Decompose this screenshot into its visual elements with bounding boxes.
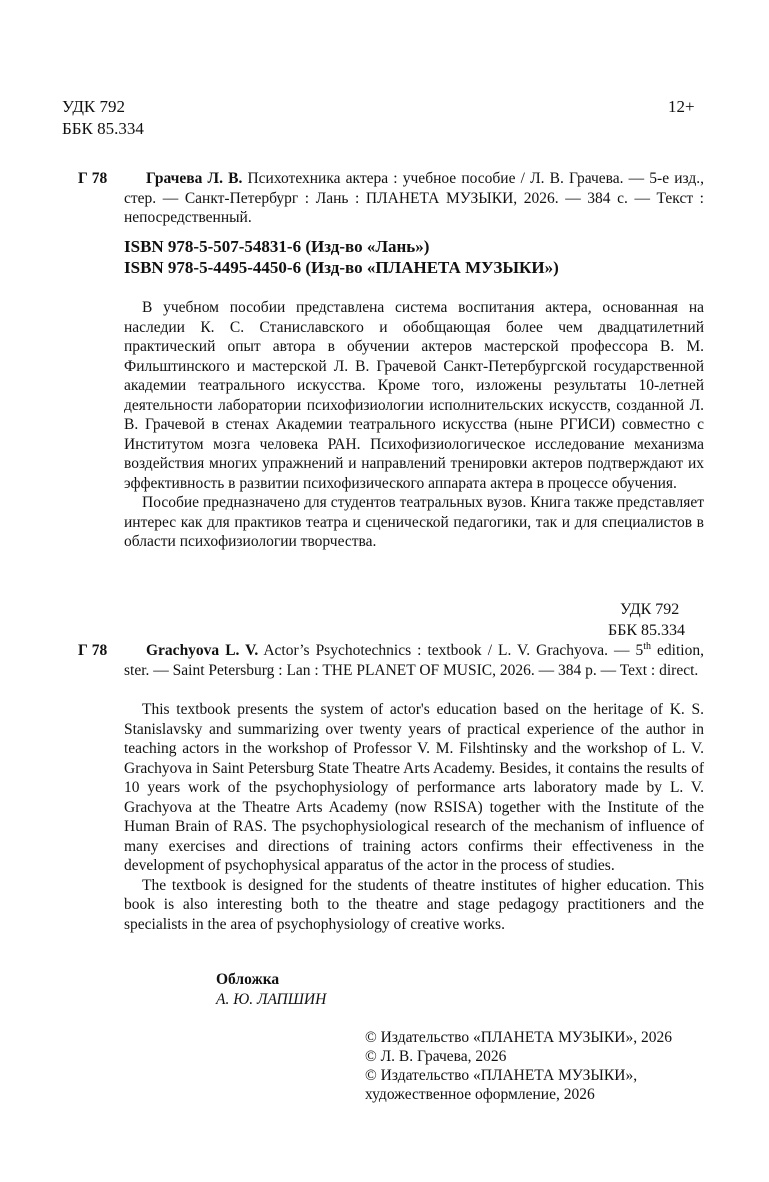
- record-description-en-b: edition, ster. — Saint Petersburg : Lan : THE PLANET OF MUSIC, 2026. — 384 p. — Text : direct.: [124, 642, 704, 679]
- abstract-en: [124, 700, 704, 934]
- bibliographic-record-en: [124, 641, 704, 680]
- record-description-en-a: Actor’s Psychotechnics : textbook / L. V. Grachyova. — 5: [263, 642, 644, 659]
- copyright-line-1: © Издательство «ПЛАНЕТА МУЗЫКИ», 2026: [365, 1029, 672, 1046]
- copyright-line-4: художественное оформление, 2026: [365, 1086, 595, 1103]
- abstract-ru-paragraph-2: Пособие предназначено для студентов театральных вузов. Книга также представляет интерес как для практиков театра и сценической педагогики, так и для специалистов в области психофизиологии творчества.: [124, 494, 704, 550]
- author-mark-en: Г 78: [78, 642, 108, 659]
- cover-label: Обложка: [216, 971, 280, 988]
- author-mark: Г 78: [78, 170, 108, 187]
- copyright-line-2: © Л. В. Грачева, 2026: [365, 1048, 507, 1065]
- isbn-lan: ISBN 978-5-507-54831-6 (Изд-во «Лань»): [124, 237, 430, 256]
- edition-superscript: th: [643, 640, 652, 652]
- cover-artist: А. Ю. ЛАПШИН: [216, 991, 327, 1008]
- udk-code-en: УДК 792: [620, 601, 680, 618]
- age-rating: 12+: [668, 97, 695, 116]
- abstract-ru: [124, 298, 704, 552]
- abstract-en-paragraph-1: This textbook presents the system of actor's education based on the heritage of K. S. Stanislavsky and summarizing over twenty years of practical experience of the author in teaching actors in the workshop of Professor V. M. Filshtinsky and the workshop of L. V. Grachyova in Saint Petersburg State Theatre Arts Academy. Besides, it contains the results of 10 years work of the psychophysiology of performance arts laboratory made by L. V. Grachyova at the Theatre Arts Academy (now RSISA) together with the Institute of the Human Brain of RAS. The psychophysiological research of the mechanism of influence of many exercises and directions of training actors confirms their effectiveness in the development of psychophysical apparatus of the actor in the process of studies.: [124, 701, 704, 874]
- bibliographic-record-ru: [124, 169, 704, 228]
- isbn-planeta: ISBN 978-5-4495-4450-6 (Изд-во «ПЛАНЕТА МУЗЫКИ»): [124, 258, 559, 277]
- bbk-code: ББК 85.334: [62, 119, 144, 138]
- abstract-en-paragraph-2: The textbook is designed for the students of theatre institutes of higher education. This book is also interesting both to the theatre and stage pedagogy practitioners and the specialists in the area of psychophysiology of creative works.: [124, 876, 704, 933]
- author-name-en: Grachyova L. V.: [146, 642, 259, 659]
- udk-code: УДК 792: [62, 97, 126, 116]
- author-name: Грачева Л. В.: [146, 170, 243, 187]
- bbk-code-en: ББК 85.334: [608, 622, 686, 639]
- record-description: Психотехника актера : учебное пособие / Л. В. Грачева. — 5-е изд., стер. — Санкт-Петербург : Лань : ПЛАНЕТА МУЗЫКИ, 2026. — 384 с. — Текст : непосредственный.: [124, 170, 705, 226]
- abstract-ru-paragraph-1: В учебном пособии представлена система воспитания актера, основанная на наследии К. С. Станиславского и обобщающая более чем двадцатилетний практический опыт автора в обучении актеров мастерской профессора В. М. Фильштинского и мастерской Л. В. Грачевой Санкт-Петербургской государственной академии театрального искусства. Кроме того, изложены результаты 10-летней деятельности лаборатории психофизиологии исполнительских искусств, созданной Л. В. Грачевой в стенах Академии театрального искусства (ныне РГИСИ) совместно с Институтом мозга человека РАН. Психофизиологическое исследование механизма воздействия многих упражнений и направлений тренировки актеров подтверждают их эффективность в развитии психофизического аппарата актера в процессе обучения.: [124, 299, 704, 492]
- copyright-line-3: © Издательство «ПЛАНЕТА МУЗЫКИ»,: [365, 1067, 638, 1084]
